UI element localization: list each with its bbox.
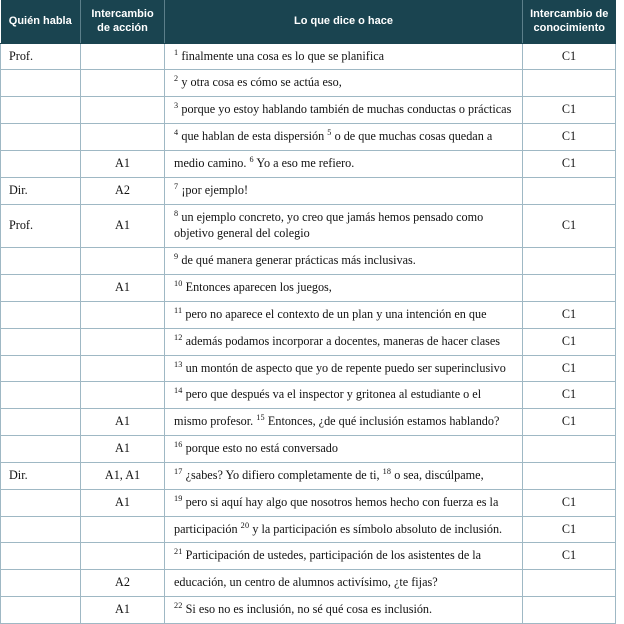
- utterance-text: y otra cosa es cómo se actúa eso,: [181, 75, 342, 90]
- utterance-text: un montón de aspecto que yo de repente puedo ser superinclusivo: [185, 360, 506, 375]
- table-row: [1, 409, 616, 436]
- utterance-text: y la participación es símbolo absoluto de inclusión.: [252, 521, 503, 536]
- utterance-text: Si eso no es inclusión, no sé qué cosa es inclusión.: [185, 601, 433, 616]
- utterance-text: porque esto no está conversado: [185, 441, 338, 456]
- utterance-index-marker: 6: [249, 154, 254, 164]
- cell-speaker: [1, 596, 81, 623]
- cell-action: A1: [81, 204, 165, 248]
- cell-knowledge: C1: [523, 543, 616, 570]
- cell-speaker: [1, 275, 81, 302]
- cell-action: [81, 355, 165, 382]
- cell-utterance: [165, 275, 523, 302]
- cell-knowledge: C1: [523, 328, 616, 355]
- utterance-text: de qué manera generar prácticas más inclusivas.: [181, 253, 416, 268]
- cell-action: [81, 301, 165, 328]
- cell-action: [81, 516, 165, 543]
- cell-action: [81, 328, 165, 355]
- cell-knowledge: C1: [523, 150, 616, 177]
- cell-utterance: [165, 382, 523, 409]
- utterance-text: Entonces, ¿de qué inclusión estamos hablando?: [267, 414, 500, 429]
- cell-utterance: [165, 570, 523, 597]
- cell-speaker: Prof.: [1, 204, 81, 248]
- cell-utterance: [165, 355, 523, 382]
- table-row: [1, 328, 616, 355]
- utterance-index-marker: 20: [240, 520, 250, 530]
- utterance-text: mismo profesor.: [174, 414, 254, 429]
- cell-knowledge: C1: [523, 301, 616, 328]
- utterance-index-marker: 16: [174, 439, 183, 449]
- table-row: [1, 248, 616, 275]
- utterance-text: un ejemplo concreto, yo creo que jamás hemos pensado como objetivo general del colegio: [174, 209, 484, 241]
- cell-action: A1: [81, 275, 165, 302]
- cell-utterance: [165, 177, 523, 204]
- table-row: [1, 124, 616, 151]
- table-row: [1, 43, 616, 70]
- utterance-index-marker: 14: [174, 386, 183, 396]
- cell-utterance: [165, 436, 523, 463]
- cell-utterance: [165, 409, 523, 436]
- cell-utterance: [165, 543, 523, 570]
- cell-speaker: [1, 489, 81, 516]
- cell-knowledge: C1: [523, 97, 616, 124]
- cell-speaker: [1, 70, 81, 97]
- table-row: [1, 543, 616, 570]
- utterance-index-marker: 2: [174, 74, 179, 84]
- utterance-text: educación, un centro de alumnos activísimo, ¿te fijas?: [174, 575, 438, 590]
- cell-knowledge: [523, 462, 616, 489]
- cell-action: A2: [81, 570, 165, 597]
- column-header-speaker: Quién habla: [1, 0, 81, 43]
- utterance-index-marker: 21: [174, 547, 183, 557]
- cell-speaker: [1, 150, 81, 177]
- utterance-index-marker: 12: [174, 332, 183, 342]
- cell-speaker: [1, 301, 81, 328]
- cell-speaker: [1, 355, 81, 382]
- utterance-text: pero si aquí hay algo que nosotros hemos hecho con fuerza es la: [185, 494, 499, 509]
- table-row: [1, 301, 616, 328]
- table-row: [1, 204, 616, 248]
- table-row: [1, 150, 616, 177]
- cell-speaker: [1, 543, 81, 570]
- cell-action: [81, 97, 165, 124]
- cell-action: A1: [81, 596, 165, 623]
- cell-action: [81, 70, 165, 97]
- cell-utterance: [165, 462, 523, 489]
- cell-knowledge: [523, 596, 616, 623]
- cell-utterance: [165, 70, 523, 97]
- cell-speaker: [1, 97, 81, 124]
- table-row: [1, 275, 616, 302]
- utterance-index-marker: 18: [382, 466, 392, 476]
- utterance-index-marker: 5: [327, 128, 332, 138]
- cell-speaker: Dir.: [1, 462, 81, 489]
- cell-knowledge: C1: [523, 489, 616, 516]
- utterance-text: Entonces aparecen los juegos,: [185, 280, 332, 295]
- cell-utterance: [165, 150, 523, 177]
- cell-action: [81, 43, 165, 70]
- cell-speaker: [1, 570, 81, 597]
- cell-utterance: [165, 43, 523, 70]
- cell-knowledge: [523, 248, 616, 275]
- utterance-index-marker: 7: [174, 181, 179, 191]
- utterance-text: pero no aparece el contexto de un plan y una intención en que: [185, 306, 487, 321]
- utterance-index-marker: 19: [174, 493, 183, 503]
- cell-utterance: [165, 204, 523, 248]
- table-row: [1, 462, 616, 489]
- utterance-text: finalmente una cosa es lo que se planifica: [181, 48, 385, 63]
- cell-knowledge: [523, 570, 616, 597]
- cell-speaker: Dir.: [1, 177, 81, 204]
- cell-speaker: [1, 382, 81, 409]
- cell-speaker: [1, 516, 81, 543]
- cell-knowledge: [523, 436, 616, 463]
- utterance-text: o sea, discúlpame,: [394, 467, 484, 482]
- cell-speaker: Prof.: [1, 43, 81, 70]
- utterance-index-marker: 8: [174, 208, 179, 218]
- cell-speaker: [1, 248, 81, 275]
- cell-utterance: [165, 596, 523, 623]
- utterance-index-marker: 4: [174, 128, 179, 138]
- cell-utterance: [165, 124, 523, 151]
- column-header-utterance: Lo que dice o hace: [165, 0, 523, 43]
- cell-speaker: [1, 124, 81, 151]
- table-row: [1, 177, 616, 204]
- table-row: [1, 355, 616, 382]
- utterance-text: ¿sabes? Yo difiero completamente de ti,: [185, 467, 380, 482]
- utterance-text: o de que muchas cosas quedan a: [334, 129, 493, 144]
- cell-action: A1: [81, 150, 165, 177]
- table-row: [1, 97, 616, 124]
- cell-action: [81, 124, 165, 151]
- column-header-knowledge: Intercambio de conocimiento: [523, 0, 616, 43]
- cell-knowledge: [523, 70, 616, 97]
- cell-action: [81, 543, 165, 570]
- cell-utterance: [165, 248, 523, 275]
- utterance-index-marker: 13: [174, 359, 183, 369]
- cell-speaker: [1, 436, 81, 463]
- cell-utterance: [165, 97, 523, 124]
- table-body: [1, 43, 616, 623]
- cell-action: [81, 382, 165, 409]
- table-row: [1, 516, 616, 543]
- utterance-index-marker: 15: [256, 413, 265, 423]
- table-row: [1, 489, 616, 516]
- table-row: [1, 596, 616, 623]
- cell-utterance: [165, 328, 523, 355]
- table-header: [1, 0, 616, 43]
- utterance-text: que hablan de esta dispersión: [181, 129, 325, 144]
- cell-action: [81, 248, 165, 275]
- table-row: [1, 436, 616, 463]
- cell-knowledge: C1: [523, 409, 616, 436]
- utterance-text: además podamos incorporar a docentes, maneras de hacer clases: [185, 333, 501, 348]
- utterance-text: Yo a eso me refiero.: [256, 155, 355, 170]
- cell-action: A1: [81, 489, 165, 516]
- table-row: [1, 382, 616, 409]
- utterance-text: participación: [174, 521, 238, 536]
- utterance-index-marker: 3: [174, 101, 179, 111]
- utterance-text: Participación de ustedes, participación de los asistentes de la: [185, 548, 482, 563]
- column-header-action: Intercambio de acción: [81, 0, 165, 43]
- cell-knowledge: C1: [523, 382, 616, 409]
- cell-knowledge: C1: [523, 204, 616, 248]
- utterance-text: porque yo estoy hablando también de muchas conductas o prácticas: [181, 102, 512, 117]
- cell-utterance: [165, 301, 523, 328]
- cell-knowledge: C1: [523, 516, 616, 543]
- cell-speaker: [1, 409, 81, 436]
- header-row: [1, 0, 616, 43]
- utterance-text: ¡por ejemplo!: [181, 182, 249, 197]
- cell-knowledge: C1: [523, 43, 616, 70]
- cell-action: A1, A1: [81, 462, 165, 489]
- cell-utterance: [165, 489, 523, 516]
- utterance-index-marker: 11: [174, 305, 183, 315]
- cell-knowledge: [523, 177, 616, 204]
- cell-action: A1: [81, 409, 165, 436]
- table-row: [1, 570, 616, 597]
- cell-knowledge: C1: [523, 124, 616, 151]
- utterance-text: pero que después va el inspector y gritonea al estudiante o el: [185, 387, 482, 402]
- cell-action: A1: [81, 436, 165, 463]
- cell-knowledge: C1: [523, 355, 616, 382]
- cell-speaker: [1, 328, 81, 355]
- cell-knowledge: [523, 275, 616, 302]
- utterance-text: medio camino.: [174, 155, 247, 170]
- utterance-index-marker: 1: [174, 47, 179, 57]
- utterance-index-marker: 17: [174, 466, 183, 476]
- table-row: [1, 70, 616, 97]
- cell-utterance: [165, 516, 523, 543]
- utterance-index-marker: 9: [174, 252, 179, 262]
- cell-action: A2: [81, 177, 165, 204]
- utterance-index-marker: 22: [174, 600, 183, 610]
- utterance-index-marker: 10: [174, 278, 183, 288]
